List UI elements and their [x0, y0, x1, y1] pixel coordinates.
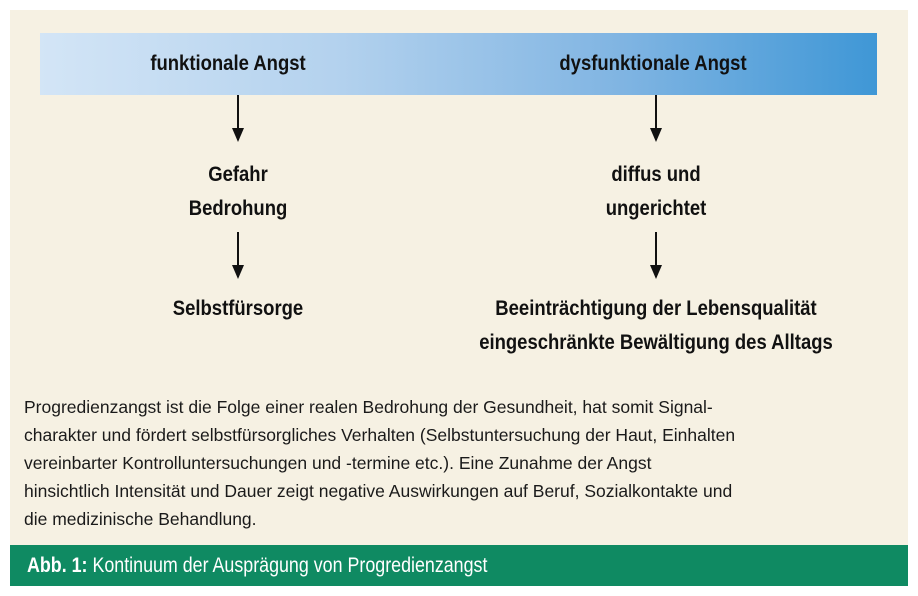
node-impairment-line2: eingeschränkte Bewältigung des Alltags	[479, 331, 833, 354]
node-impairment	[448, 292, 863, 360]
node-self-care	[150, 292, 326, 326]
figure-caption-bar	[10, 545, 908, 586]
description-line-4: hinsichtlich Intensität und Dauer zeigt negative Auswirkungen auf Beruf, Sozialkontakte und	[24, 481, 733, 501]
node-impairment-line1: Beeinträchtigung der Lebensqualität	[495, 297, 817, 320]
anxiety-continuum-bar	[40, 33, 877, 95]
node-threat-line1: Gefahr	[208, 163, 268, 186]
node-threat-line2: Bedrohung	[188, 197, 288, 220]
node-threat	[150, 158, 326, 226]
figure-description	[24, 393, 894, 533]
caption-label: Abb. 1:	[27, 554, 88, 577]
functional-anxiety-label: funktionale Angst	[150, 52, 306, 75]
node-diffuse-line2: ungerichtet	[605, 197, 707, 220]
node-diffuse-line1: diffus und	[611, 163, 701, 186]
caption-text: Kontinuum der Ausprägung von Progredienzangst	[87, 554, 488, 577]
dysfunctional-anxiety-label: dysfunktionale Angst	[559, 52, 747, 75]
node-self-care-text: Selbstfürsorge	[172, 297, 304, 320]
figure-caption	[27, 545, 487, 586]
description-line-1: Progredienzangst ist die Folge einer realen Bedrohung der Gesundheit, hat somit Signal-	[24, 397, 713, 417]
description-line-2: charakter und fördert selbstfürsorgliches Verhalten (Selbstuntersuchung der Haut, Einhalten	[24, 425, 736, 445]
description-line-5: die medizinische Behandlung.	[24, 509, 257, 529]
node-diffuse	[568, 158, 744, 226]
description-line-3: vereinbarter Kontrolluntersuchungen und -termine etc.). Eine Zunahme der Angst	[24, 453, 652, 473]
